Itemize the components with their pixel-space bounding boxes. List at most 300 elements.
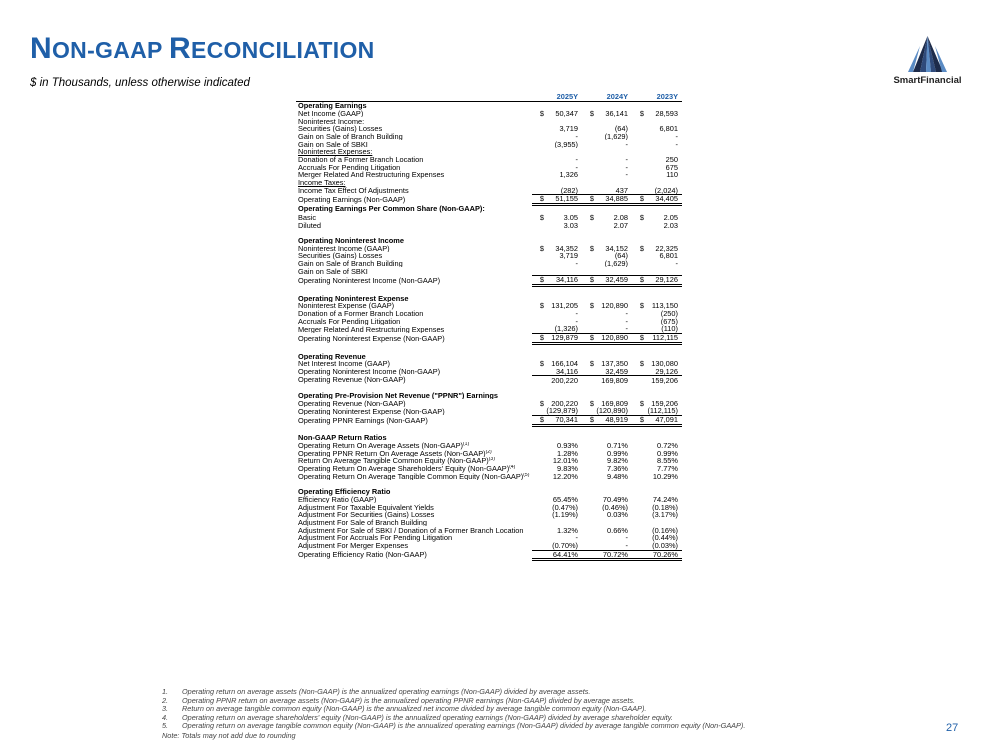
table-row [296,302,682,310]
dollar-sign [532,204,545,213]
dollar-sign: $ [539,399,544,408]
row-label-text: Income Tax Effect Of Adjustments [298,186,409,195]
cell-value: 36,141 [605,109,628,118]
footnote-ref: (1) [463,441,470,448]
row-label-text: Operating PPNR Earnings (Non-GAAP) [298,415,428,425]
row-label [296,252,532,260]
dollar-sign: $ [532,276,545,286]
cell-value: - [625,534,628,542]
cell-value: (0.16%) [652,526,678,535]
row-label-text: Operating PPNR Return On Average Assets (Non-GAAP) [298,449,486,458]
cell-value [645,267,682,275]
dollar-sign [632,221,645,229]
row-label-text: Noninterest Income: [298,117,365,126]
row-label-text: Adjustment For Accruals For Pending Litigation [298,534,453,542]
dollar-sign [582,550,595,560]
cell-value [595,285,632,294]
table-row [296,125,682,133]
row-label [296,285,532,294]
table-row [296,133,682,141]
row-label [296,295,532,303]
cell-value: - [625,155,628,164]
table-row [296,407,682,415]
cell-value: 166,104 [551,360,578,368]
table-row [296,542,682,550]
table-row [296,214,682,222]
dollar-sign [632,542,645,550]
row-label-text: Operating Revenue (Non-GAAP) [298,399,406,408]
row-label-text: Efficiency Ratio (GAAP) [298,495,377,504]
cell-value: 48,919 [595,415,632,425]
footnote-text: Operating PPNR return on average assets (Non-GAAP) is the annualized operating PPNR earnings (Non-GAAP) divided by average assets. [182,695,636,705]
cell-value [595,295,632,303]
cell-value [545,117,582,125]
cell-value: 437 [615,186,628,195]
cell-value: 64.41% [545,550,582,560]
table-row [296,496,682,504]
table-row [296,473,682,481]
cell-value [595,480,632,488]
cell-value [645,343,682,352]
cell-value [595,179,632,187]
cell-value: 51,155 [545,195,582,205]
cell-value [595,425,632,434]
dollar-sign: $ [589,360,594,368]
dollar-sign [632,102,645,110]
row-label [296,125,532,133]
cell-value: 9.83% [557,464,578,473]
cell-value: 120,890 [601,302,628,310]
table-row [296,534,682,542]
footnotes [162,688,745,740]
table-row [296,318,682,326]
dollar-sign [532,392,545,400]
dollar-sign [632,187,645,195]
footnote-text: Operating return on average tangible common equity (Non-GAAP) is the annualized operating earnings (Non-GAAP) divided by average tangible common equity (Non-GAAP). [182,721,746,731]
row-label [296,333,532,343]
row-label [296,550,532,560]
dollar-sign: $ [589,302,594,310]
dollar-sign [582,179,595,187]
dollar-sign [632,125,645,133]
cell-value [545,285,582,294]
cell-value [595,343,632,352]
cell-value: 0.99% [607,449,628,458]
cell-value [645,229,682,237]
dollar-sign [532,496,545,504]
row-label-text: Operating Noninterest Expense (Non-GAAP) [298,407,445,416]
cell-value: - [575,317,578,326]
dollar-sign [532,488,545,496]
cell-value: 2.05 [663,213,678,222]
dollar-sign [532,187,545,195]
dollar-sign: $ [639,360,644,368]
column-header: 2023Y [632,92,682,102]
footnote-ref: (4) [509,464,516,471]
cell-value: 200,220 [545,376,582,384]
table-header-row [296,92,682,102]
table-row [296,550,682,560]
dollar-sign [532,368,545,376]
row-label-text: Gain on Sale of SBKI [298,267,368,276]
table-row [296,384,682,392]
dollar-sign [632,384,645,392]
cell-value: (112,115) [647,407,678,416]
cell-value: - [575,132,578,141]
title-part: ECONCILIATION [190,37,375,63]
cell-value: 12.20% [552,472,578,481]
row-label-text: Merger Related And Restructuring Expenses [298,325,445,334]
cell-value: (129,879) [546,407,578,416]
row-label-text: Noninterest Expense (GAAP) [298,302,395,310]
row-label-text: Adjustment For Sale of SBKI / Donation of a Former Branch Location [298,526,524,535]
dollar-sign: $ [582,333,595,343]
cell-value [595,148,632,156]
cell-value: 34,116 [555,367,578,376]
dollar-sign [632,295,645,303]
dollar-sign [632,310,645,318]
cell-value [595,352,632,360]
table-row [296,195,682,205]
dollar-sign: $ [582,415,595,425]
row-label [296,519,532,527]
row-label [296,140,532,148]
row-label-text: Gain on Sale of Branch Building [298,132,403,141]
title-part: ON [51,37,88,63]
cell-value: 0.03% [607,511,628,519]
dollar-sign [632,179,645,187]
table-row [296,267,682,275]
title-part: N [30,32,52,65]
cell-value: 32,459 [605,367,628,376]
dollar-sign [582,511,595,519]
footnote-text: Operating return on average shareholders' equity (Non-GAAP) is the annualized operating earnings (Non-GAAP) divided by average shareholder equity. [182,712,673,722]
rounding-note: Note: Totals may not add due to rounding [162,730,296,740]
row-label [296,325,532,333]
dollar-sign: $ [639,399,644,408]
cell-value: - [575,155,578,164]
cell-value: (64) [614,125,628,133]
dollar-sign: $ [639,109,644,118]
table-row [296,450,682,458]
row-label-text: Operating Noninterest Income (Non-GAAP) [298,367,441,376]
dollar-sign: $ [589,109,594,118]
dollar-sign [632,229,645,237]
dollar-sign [532,407,545,415]
cell-value: - [625,317,628,326]
footnote-ref: (5) [523,472,530,478]
cell-value: (0.70%) [552,541,578,550]
dollar-sign [582,542,595,550]
footnote-ref: (2) [485,449,492,455]
cell-value [645,285,682,294]
footnote-number: 1. [162,687,169,696]
dollar-sign [582,156,595,164]
cell-value: - [675,132,678,141]
cell-value: 1,326 [559,171,578,179]
row-label-text: Operating Revenue [298,352,366,360]
dollar-sign: $ [539,360,544,368]
table-row [296,376,682,384]
table-row [296,392,682,400]
cell-value: 131,205 [551,302,578,310]
row-label-text: Gain on Sale of Branch Building [298,259,403,268]
row-label [296,267,532,275]
row-label [296,465,532,473]
cell-value: - [625,163,628,172]
cell-value [595,204,632,213]
table-row [296,156,682,164]
table-row [296,465,682,473]
dollar-sign [532,310,545,318]
dollar-sign [632,473,645,481]
dollar-sign [582,442,595,450]
row-label-text: Net Income (GAAP) [298,109,364,118]
logo-mark-icon [880,34,975,74]
table-row [296,434,682,442]
dollar-sign [532,325,545,333]
row-label [296,425,532,434]
dollar-sign [582,295,595,303]
page-subtitle: $ in Thousands, unless otherwise indicated [30,77,250,89]
cell-value: 200,220 [551,399,578,408]
row-label [296,392,532,400]
row-label-text: Diluted [298,221,322,229]
cell-value [545,343,582,352]
cell-value: (3,955) [554,140,578,149]
row-label-text: Net Interest Income (GAAP) [298,360,391,368]
cell-value: 47,091 [645,415,682,425]
dollar-sign [582,503,595,511]
dollar-sign: $ [582,195,595,205]
dollar-sign [632,352,645,360]
table-row [296,425,682,434]
cell-value: 2.08 [613,213,628,222]
logo-wordmark: SmartFinancial [893,75,962,86]
table-row [296,148,682,156]
dollar-sign: $ [589,213,594,222]
dollar-sign [532,511,545,519]
cell-value [645,488,682,496]
footnote-number: 2. [162,695,169,705]
row-label [296,399,532,407]
cell-value: 159,206 [645,376,682,384]
row-label [296,434,532,442]
dollar-sign [632,260,645,268]
dollar-sign [582,465,595,473]
row-label-text: Securities (Gains) Losses [298,252,383,260]
dollar-sign [582,125,595,133]
page-number: 27 [946,722,959,734]
table-row [296,164,682,172]
cell-value: 3,719 [559,252,578,260]
row-label-text: Merger Related And Restructuring Expenses [298,171,445,179]
dollar-sign [532,550,545,560]
row-label [296,473,532,481]
cell-value: 70.72% [595,550,632,560]
row-label-text: Operating Noninterest Expense (Non-GAAP) [298,333,445,343]
table-row [296,295,682,303]
dollar-sign [532,519,545,527]
cell-value [595,434,632,442]
cell-value [545,519,582,527]
dollar-sign [632,407,645,415]
row-label [296,237,532,245]
cell-value: 2.03 [663,221,678,229]
row-label-text: Operating Return On Average Assets (Non-GAAP) [298,441,463,450]
dollar-sign [582,285,595,294]
dollar-sign [532,384,545,392]
row-label-text: Operating Noninterest Income (Non-GAAP) [298,275,441,285]
row-label [296,214,532,222]
dollar-sign: $ [589,244,594,253]
footnote-number: 4. [162,712,169,722]
cell-value: (3.17%) [652,511,678,519]
table-row [296,526,682,534]
dollar-sign [632,425,645,434]
dollar-sign [582,534,595,542]
dollar-sign [582,343,595,352]
dollar-sign [582,450,595,458]
dollar-sign [632,457,645,465]
cell-value: 3.03 [563,221,578,229]
row-label [296,343,532,352]
cell-value: 7.36% [607,464,628,473]
cell-value: 137,350 [601,360,628,368]
dollar-sign [532,140,545,148]
cell-value: (250) [660,309,678,318]
dollar-sign [632,450,645,458]
table-row [296,399,682,407]
dollar-sign [582,221,595,229]
table-row [296,457,682,465]
row-label [296,195,532,205]
cell-value: (1,326) [554,325,578,334]
table-row [296,171,682,179]
dollar-sign [582,102,595,110]
cell-value [595,102,632,110]
dollar-sign [532,434,545,442]
row-label-text: Noninterest Expenses: [298,148,373,156]
dollar-sign [632,325,645,333]
row-label [296,542,532,550]
dollar-sign [632,164,645,172]
dollar-sign [632,480,645,488]
cell-value [545,204,582,213]
cell-value: - [625,309,628,318]
cell-value [595,229,632,237]
cell-value [595,392,632,400]
dollar-sign [582,384,595,392]
dollar-sign [532,318,545,326]
cell-value: 675 [665,163,678,172]
cell-value: - [675,259,678,268]
row-label-text: Operating Earnings Per Common Share (Non-GAAP): [298,204,485,214]
company-logo [880,34,975,86]
cell-value [595,267,632,275]
row-label [296,480,532,488]
table-row [296,276,682,286]
row-label [296,164,532,172]
dollar-sign [582,457,595,465]
cell-value: (110) [661,325,678,334]
row-label [296,376,532,384]
table-row [296,415,682,425]
row-label-text: Adjustment For Merger Expenses [298,541,409,550]
dollar-sign [532,480,545,488]
cell-value [645,148,682,156]
dollar-sign: $ [539,302,544,310]
row-label [296,187,532,195]
dollar-sign [582,519,595,527]
dollar-sign: $ [632,415,645,425]
cell-value: 6,801 [659,252,678,260]
dollar-sign [582,368,595,376]
dollar-sign [532,534,545,542]
dollar-sign [532,295,545,303]
table-row [296,244,682,252]
dollar-sign [582,480,595,488]
cell-value: 70.49% [602,495,628,504]
row-label [296,534,532,542]
dollar-sign [532,425,545,434]
cell-value [645,204,682,213]
cell-value: 65.45% [552,495,578,504]
cell-value [645,117,682,125]
cell-value: (675) [660,317,678,326]
table-row [296,503,682,511]
cell-value [645,237,682,245]
cell-value [645,352,682,360]
row-label-text: Operating Efficiency Ratio (Non-GAAP) [298,550,427,560]
dollar-sign [582,376,595,384]
title-part: -GAAP [87,37,169,63]
dollar-sign [632,503,645,511]
cell-value: - [625,541,628,550]
cell-value: 112,115 [645,333,682,343]
dollar-sign [632,434,645,442]
dollar-sign [582,352,595,360]
footnote-text: Operating return on average assets (Non-GAAP) is the annualized operating earnings (Non-GAAP) divided by average assets. [182,687,591,696]
cell-value: (1,629) [604,132,628,141]
cell-value: (282) [560,186,578,195]
cell-value: 34,405 [645,195,682,205]
row-label [296,368,532,376]
cell-value: 0.71% [607,441,628,450]
dollar-sign [582,187,595,195]
row-label [296,511,532,519]
cell-value: 34,152 [605,244,628,253]
cell-value: 29,126 [645,276,682,286]
cell-value: (2,024) [654,186,678,195]
row-label [296,302,532,310]
row-label [296,179,532,187]
cell-value [545,229,582,237]
dollar-sign [582,237,595,245]
dollar-sign [532,171,545,179]
dollar-sign [632,392,645,400]
table-row [296,480,682,488]
cell-value: 7.77% [657,464,678,473]
cell-value: 113,150 [651,302,678,310]
cell-value: 159,206 [651,399,678,408]
dollar-sign: $ [539,213,544,222]
table-row [296,511,682,519]
dollar-sign [582,310,595,318]
cell-value [545,148,582,156]
cell-value: 110 [666,171,678,179]
page-title [30,32,375,66]
